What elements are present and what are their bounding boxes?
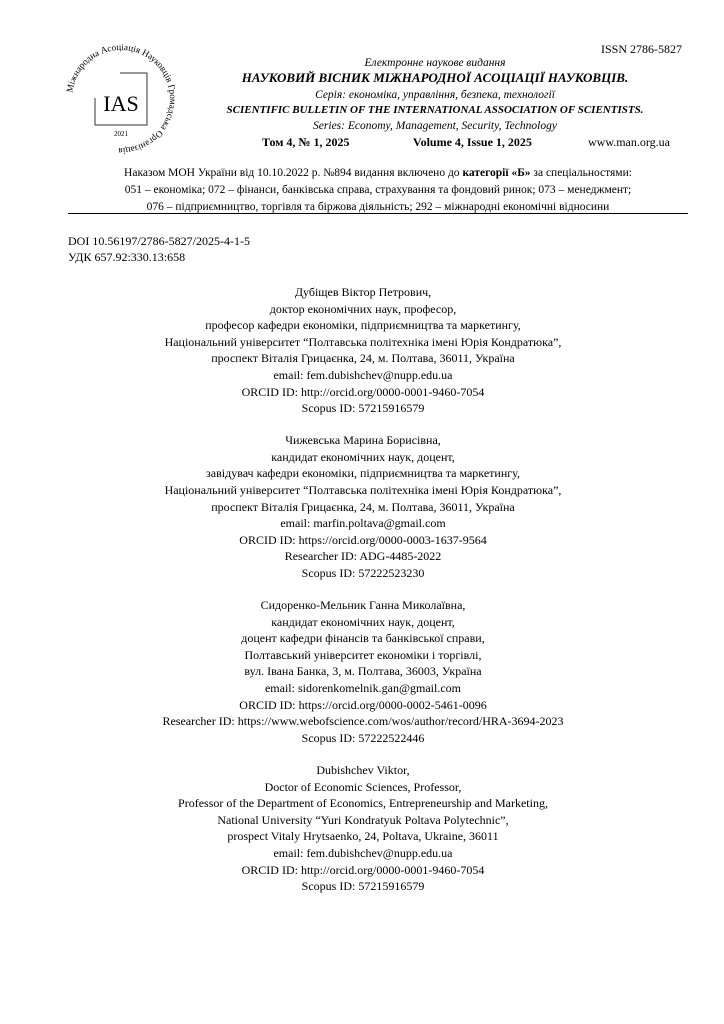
author-line: вул. Івана Банка, 3, м. Полтава, 36003, Україна — [244, 664, 482, 679]
author-line: ORCID ID: https://orcid.org/0000-0002-5461-0096 — [239, 697, 487, 712]
journal-title-en: SCIENTIFIC BULLETIN OF THE INTERNATIONAL ASSOCIATION OF SCIENTISTS. — [226, 104, 644, 116]
series-en: Series: Economy, Management, Security, Technology — [313, 120, 557, 132]
order-line-2: 051 – економіка; 072 – фінанси, банківська справа, страхування та фондовий ринок; 073 – менеджмент; — [124, 184, 632, 196]
author-line: Національний університет “Полтавська політехніка імені Юрія Кондратюка”, — [164, 483, 562, 498]
author-block — [68, 432, 658, 581]
order-line-3: 076 – підприємництво, торгівля та біржова діяльність; 292 – міжнародні економічні відносини — [146, 201, 610, 213]
author-block — [68, 284, 658, 417]
logo-year: 2021 — [114, 130, 128, 138]
author-line: ORCID ID: https://orcid.org/0000-0003-1637-9564 — [239, 532, 487, 547]
author-line: Чижевська Марина Борисівна, — [285, 433, 441, 448]
series-ua: Серія: економіка, управління, безпека, технології — [315, 89, 555, 101]
author-line: Professor of the Department of Economics, Entrepreneurship and Marketing, — [178, 796, 548, 811]
author-line: Researcher ID: https://www.webofscience.com/wos/author/record/HRA-3694-2023 — [162, 714, 564, 729]
author-line: Scopus ID: 57215916579 — [301, 879, 425, 894]
logo-text: IAS — [103, 91, 139, 116]
edition-label: Електронне наукове видання — [364, 57, 506, 69]
category-label: категорії «Б» — [462, 167, 531, 179]
volume-ua: Том 4, № 1, 2025 — [262, 135, 350, 149]
header-divider — [68, 213, 688, 214]
author-line: email: sidorenkomelnik.gan@gmail.com — [264, 681, 461, 696]
author-block — [68, 597, 658, 746]
author-list — [68, 284, 658, 910]
author-line: Scopus ID: 57222522446 — [301, 730, 425, 745]
author-line: кандидат економічних наук, доцент, — [271, 449, 455, 464]
ministry-order — [68, 165, 688, 216]
author-line: Сидоренко-Мельник Ганна Миколаївна, — [260, 598, 466, 613]
journal-title-ua: НАУКОВИЙ ВІСНИК МІЖНАРОДНОЇ АСОЦІАЦІЇ НАУКОВЦІВ. — [241, 70, 629, 85]
author-line: Полтавський університет економіки і торгівлі, — [244, 647, 482, 662]
author-line: Дубіщев Віктор Петрович, — [294, 285, 432, 299]
author-line: проспект Віталія Грицаєнка, 24, м. Полтава, 36011, Україна — [211, 351, 515, 366]
author-line: prospect Vitaly Hrytsaenko, 24, Poltava, Ukraine, 36011 — [227, 829, 499, 844]
author-line: Researcher ID: ADG-4485-2022 — [284, 549, 442, 564]
author-line: проспект Віталія Грицаєнка, 24, м. Полтава, 36011, Україна — [211, 499, 515, 514]
logo-ring-text: Міжнародна Асоціація Науковців Громадська Організація — [64, 41, 179, 157]
author-line: National University “Yuri Kondratyuk Poltava Polytechnic”, — [217, 812, 509, 827]
author-line: ORCID ID: http://orcid.org/0000-0001-9460-7054 — [241, 862, 485, 877]
author-line: email: fem.dubishchev@nupp.edu.ua — [273, 367, 453, 382]
ias-logo — [62, 40, 180, 158]
author-line: email: marfin.poltava@gmail.com — [280, 516, 446, 531]
journal-url[interactable]: www.man.org.ua — [588, 135, 670, 149]
udc: УДК 657.92:330.13:658 — [68, 250, 186, 264]
author-line: професор кафедри економіки, підприємництва та маркетингу, — [205, 318, 521, 333]
volume-en: Volume 4, Issue 1, 2025 — [413, 135, 532, 149]
author-line: завідувач кафедри економіки, підприємництва та маркетингу, — [206, 466, 520, 481]
doi[interactable]: DOI 10.56197/2786-5827/2025-4-1-5 — [68, 234, 250, 248]
identifiers — [68, 233, 250, 265]
author-line: Національний університет “Полтавська політехніка імені Юрія Кондратюка”, — [164, 334, 562, 349]
author-line: email: fem.dubishchev@nupp.edu.ua — [273, 845, 453, 860]
author-line: Dubishchev Viktor, — [316, 762, 410, 777]
author-line: Scopus ID: 57215916579 — [301, 401, 425, 416]
author-block — [68, 762, 658, 895]
author-line: кандидат економічних наук, доцент, — [271, 614, 455, 629]
author-line: Scopus ID: 57222523230 — [301, 566, 425, 580]
order-line-1: Наказом МОН України від 10.10.2022 р. №894 видання включено до категорії «Б» за спеціальностями: — [124, 167, 632, 179]
author-line: Doctor of Economic Sciences, Professor, — [264, 779, 462, 794]
author-line: доцент кафедри фінансів та банківської справи, — [241, 631, 485, 646]
author-line: доктор економічних наук, професор, — [269, 301, 457, 316]
issn: ISSN 2786-5827 — [600, 42, 682, 56]
author-line: ORCID ID: http://orcid.org/0000-0001-9460-7054 — [241, 384, 485, 399]
